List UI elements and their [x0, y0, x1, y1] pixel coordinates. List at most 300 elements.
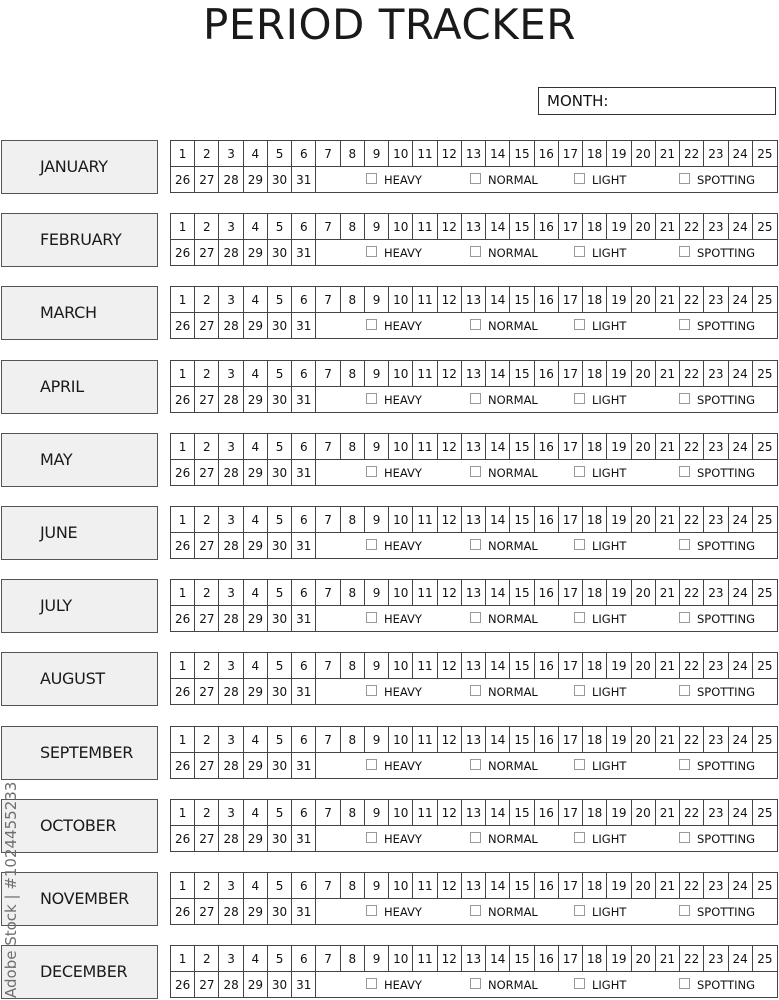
day-cell[interactable]: 29: [244, 240, 268, 266]
day-cell[interactable]: 27: [195, 167, 219, 193]
day-cell[interactable]: 22: [680, 507, 704, 533]
day-cell[interactable]: 23: [704, 727, 728, 753]
day-cell[interactable]: 19: [607, 580, 631, 606]
day-cell[interactable]: 22: [680, 434, 704, 460]
day-cell[interactable]: 10: [389, 507, 413, 533]
day-cell[interactable]: 20: [632, 287, 656, 313]
checkbox[interactable]: [574, 466, 585, 477]
day-cell[interactable]: 23: [704, 653, 728, 679]
day-cell[interactable]: 31: [292, 167, 316, 193]
day-cell[interactable]: 6: [292, 653, 316, 679]
day-cell[interactable]: 7: [316, 361, 340, 387]
day-cell[interactable]: 20: [632, 580, 656, 606]
checkbox[interactable]: [679, 685, 690, 696]
day-cell[interactable]: 26: [171, 533, 195, 559]
day-cell[interactable]: 3: [219, 653, 243, 679]
day-cell[interactable]: 13: [462, 946, 486, 972]
day-cell[interactable]: 18: [583, 946, 607, 972]
day-cell[interactable]: 22: [680, 873, 704, 899]
day-cell[interactable]: 11: [413, 653, 437, 679]
day-cell[interactable]: 22: [680, 727, 704, 753]
day-cell[interactable]: 30: [268, 240, 292, 266]
day-cell[interactable]: 18: [583, 873, 607, 899]
day-cell[interactable]: 5: [268, 507, 292, 533]
day-cell[interactable]: 18: [583, 800, 607, 826]
day-cell[interactable]: 29: [244, 899, 268, 925]
day-cell[interactable]: 23: [704, 507, 728, 533]
day-cell[interactable]: 15: [510, 873, 534, 899]
day-cell[interactable]: 25: [757, 879, 773, 893]
day-cell[interactable]: 12: [438, 141, 462, 167]
day-cell[interactable]: 25: [757, 147, 773, 161]
day-cell[interactable]: 21: [656, 287, 680, 313]
day-cell[interactable]: 29: [244, 606, 268, 632]
day-cell[interactable]: 24: [729, 653, 753, 679]
day-cell[interactable]: 6: [292, 141, 316, 167]
checkbox[interactable]: [470, 539, 481, 550]
day-cell[interactable]: 4: [244, 653, 268, 679]
day-cell[interactable]: 10: [389, 653, 413, 679]
day-cell[interactable]: 16: [535, 873, 559, 899]
day-cell[interactable]: 27: [195, 753, 219, 779]
day-cell[interactable]: 27: [195, 240, 219, 266]
day-cell[interactable]: 17: [559, 946, 583, 972]
day-cell[interactable]: 29: [244, 167, 268, 193]
day-cell[interactable]: 9: [365, 727, 389, 753]
day-cell[interactable]: 25: [757, 366, 773, 381]
checkbox[interactable]: [574, 612, 585, 623]
day-cell[interactable]: 18: [583, 141, 607, 167]
day-cell[interactable]: 3: [219, 141, 243, 167]
day-cell[interactable]: 29: [244, 753, 268, 779]
day-cell[interactable]: 1: [171, 653, 195, 679]
day-cell[interactable]: 16: [535, 434, 559, 460]
day-cell[interactable]: 21: [656, 946, 680, 972]
day-cell[interactable]: 2: [195, 361, 219, 387]
day-cell[interactable]: 3: [219, 946, 243, 972]
checkbox[interactable]: [366, 466, 377, 477]
checkbox[interactable]: [470, 246, 481, 257]
day-cell[interactable]: 17: [559, 727, 583, 753]
day-cell[interactable]: 24: [729, 361, 753, 387]
day-cell[interactable]: 1: [171, 287, 195, 313]
checkbox[interactable]: [470, 319, 481, 330]
day-cell[interactable]: 26: [171, 167, 195, 193]
day-cell[interactable]: 24: [729, 946, 753, 972]
day-cell[interactable]: 10: [389, 214, 413, 240]
day-cell[interactable]: 3: [219, 361, 243, 387]
checkbox[interactable]: [470, 612, 481, 623]
day-cell[interactable]: 11: [413, 434, 437, 460]
day-cell[interactable]: 14: [486, 141, 510, 167]
day-cell[interactable]: 29: [244, 533, 268, 559]
day-cell[interactable]: 28: [219, 899, 243, 925]
day-cell[interactable]: 24: [729, 580, 753, 606]
day-cell[interactable]: 4: [244, 141, 268, 167]
checkbox[interactable]: [574, 832, 585, 843]
day-cell[interactable]: 12: [438, 287, 462, 313]
day-cell[interactable]: 6: [292, 873, 316, 899]
checkbox[interactable]: [574, 173, 585, 184]
day-cell[interactable]: 6: [292, 507, 316, 533]
day-cell[interactable]: 2: [195, 214, 219, 240]
day-cell[interactable]: 31: [292, 899, 316, 925]
day-cell[interactable]: 15: [510, 214, 534, 240]
checkbox[interactable]: [679, 759, 690, 770]
day-cell[interactable]: 14: [486, 727, 510, 753]
day-cell[interactable]: 24: [729, 141, 753, 167]
day-cell[interactable]: 6: [292, 800, 316, 826]
day-cell[interactable]: 4: [244, 361, 268, 387]
day-cell[interactable]: 17: [559, 214, 583, 240]
day-cell[interactable]: 31: [292, 972, 316, 998]
checkbox[interactable]: [574, 685, 585, 696]
day-cell[interactable]: 31: [292, 460, 316, 486]
checkbox[interactable]: [679, 978, 690, 989]
day-cell[interactable]: 13: [462, 434, 486, 460]
checkbox[interactable]: [366, 685, 377, 696]
day-cell[interactable]: 15: [510, 800, 534, 826]
checkbox[interactable]: [366, 832, 377, 843]
day-cell[interactable]: 15: [510, 141, 534, 167]
day-cell[interactable]: 3: [219, 727, 243, 753]
day-cell[interactable]: 19: [607, 507, 631, 533]
day-cell[interactable]: 3: [219, 214, 243, 240]
checkbox[interactable]: [366, 612, 377, 623]
checkbox[interactable]: [679, 832, 690, 843]
day-cell[interactable]: 1: [171, 873, 195, 899]
checkbox[interactable]: [574, 319, 585, 330]
day-cell[interactable]: 31: [292, 826, 316, 852]
day-cell[interactable]: 25: [757, 805, 773, 820]
day-cell[interactable]: 9: [365, 653, 389, 679]
day-cell[interactable]: 7: [316, 727, 340, 753]
checkbox[interactable]: [366, 173, 377, 184]
day-cell[interactable]: 3: [219, 434, 243, 460]
day-cell[interactable]: 4: [244, 946, 268, 972]
day-cell[interactable]: 26: [171, 240, 195, 266]
day-cell[interactable]: 5: [268, 946, 292, 972]
day-cell[interactable]: 23: [704, 580, 728, 606]
day-cell[interactable]: 5: [268, 800, 292, 826]
day-cell[interactable]: 24: [729, 873, 753, 899]
day-cell[interactable]: 25: [757, 293, 773, 308]
day-cell[interactable]: 9: [365, 580, 389, 606]
day-cell[interactable]: 8: [341, 873, 365, 899]
day-cell[interactable]: 6: [292, 727, 316, 753]
day-cell[interactable]: 24: [729, 727, 753, 753]
checkbox[interactable]: [679, 612, 690, 623]
day-cell[interactable]: 2: [195, 873, 219, 899]
day-cell[interactable]: 10: [389, 287, 413, 313]
day-cell[interactable]: 5: [268, 653, 292, 679]
day-cell[interactable]: 5: [268, 287, 292, 313]
day-cell[interactable]: 11: [413, 800, 437, 826]
day-cell[interactable]: 1: [171, 434, 195, 460]
day-cell[interactable]: 27: [195, 899, 219, 925]
day-cell[interactable]: 1: [171, 361, 195, 387]
day-cell[interactable]: 20: [632, 361, 656, 387]
checkbox[interactable]: [470, 759, 481, 770]
day-cell[interactable]: 7: [316, 873, 340, 899]
day-cell[interactable]: 20: [632, 727, 656, 753]
day-cell[interactable]: 28: [219, 972, 243, 998]
day-cell[interactable]: 5: [268, 580, 292, 606]
checkbox[interactable]: [470, 905, 481, 916]
day-cell[interactable]: 21: [656, 580, 680, 606]
day-cell[interactable]: 19: [607, 434, 631, 460]
day-cell[interactable]: 4: [244, 507, 268, 533]
day-cell[interactable]: 11: [413, 361, 437, 387]
day-cell[interactable]: 29: [244, 313, 268, 339]
day-cell[interactable]: 7: [316, 141, 340, 167]
day-cell[interactable]: 24: [729, 800, 753, 826]
day-cell[interactable]: 13: [462, 214, 486, 240]
day-cell[interactable]: 29: [244, 679, 268, 705]
checkbox[interactable]: [470, 685, 481, 696]
day-cell[interactable]: 6: [292, 580, 316, 606]
day-cell[interactable]: 21: [656, 653, 680, 679]
day-cell[interactable]: 24: [729, 287, 753, 313]
day-cell[interactable]: 4: [244, 434, 268, 460]
day-cell[interactable]: 25: [757, 439, 773, 454]
day-cell[interactable]: 3: [219, 287, 243, 313]
day-cell[interactable]: 4: [244, 580, 268, 606]
day-cell[interactable]: 1: [171, 946, 195, 972]
day-cell[interactable]: 11: [413, 507, 437, 533]
day-cell[interactable]: 25: [757, 952, 773, 967]
day-cell[interactable]: 31: [292, 240, 316, 266]
day-cell[interactable]: 22: [680, 214, 704, 240]
checkbox[interactable]: [470, 466, 481, 477]
day-cell[interactable]: 28: [219, 387, 243, 413]
day-cell[interactable]: 1: [171, 800, 195, 826]
day-cell[interactable]: 14: [486, 507, 510, 533]
day-cell[interactable]: 7: [316, 653, 340, 679]
day-cell[interactable]: 30: [268, 167, 292, 193]
day-cell[interactable]: 28: [219, 606, 243, 632]
day-cell[interactable]: 6: [292, 946, 316, 972]
checkbox[interactable]: [574, 393, 585, 404]
checkbox[interactable]: [470, 393, 481, 404]
day-cell[interactable]: 13: [462, 873, 486, 899]
day-cell[interactable]: 22: [680, 800, 704, 826]
day-cell[interactable]: 24: [729, 214, 753, 240]
day-cell[interactable]: 14: [486, 946, 510, 972]
day-cell[interactable]: 6: [292, 287, 316, 313]
day-cell[interactable]: 20: [632, 800, 656, 826]
checkbox[interactable]: [574, 905, 585, 916]
day-cell[interactable]: 10: [389, 434, 413, 460]
day-cell[interactable]: 17: [559, 800, 583, 826]
day-cell[interactable]: 9: [365, 214, 389, 240]
day-cell[interactable]: 22: [680, 287, 704, 313]
checkbox[interactable]: [679, 173, 690, 184]
day-cell[interactable]: 28: [219, 826, 243, 852]
day-cell[interactable]: 31: [292, 387, 316, 413]
day-cell[interactable]: 31: [292, 313, 316, 339]
checkbox[interactable]: [679, 319, 690, 330]
day-cell[interactable]: 17: [559, 873, 583, 899]
day-cell[interactable]: 13: [462, 800, 486, 826]
day-cell[interactable]: 25: [757, 586, 773, 601]
day-cell[interactable]: 14: [486, 434, 510, 460]
day-cell[interactable]: 4: [244, 800, 268, 826]
day-cell[interactable]: 22: [680, 580, 704, 606]
day-cell[interactable]: 7: [316, 214, 340, 240]
checkbox[interactable]: [574, 539, 585, 550]
day-cell[interactable]: 22: [680, 361, 704, 387]
day-cell[interactable]: 8: [341, 727, 365, 753]
day-cell[interactable]: 19: [607, 873, 631, 899]
day-cell[interactable]: 17: [559, 287, 583, 313]
day-cell[interactable]: 24: [729, 507, 753, 533]
day-cell[interactable]: 23: [704, 873, 728, 899]
day-cell[interactable]: 5: [268, 873, 292, 899]
day-cell[interactable]: 3: [219, 507, 243, 533]
day-cell[interactable]: 16: [535, 800, 559, 826]
day-cell[interactable]: 21: [656, 800, 680, 826]
day-cell[interactable]: 30: [268, 972, 292, 998]
day-cell[interactable]: 15: [510, 727, 534, 753]
day-cell[interactable]: 15: [510, 580, 534, 606]
day-cell[interactable]: 2: [195, 946, 219, 972]
day-cell[interactable]: 28: [219, 240, 243, 266]
day-cell[interactable]: 10: [389, 361, 413, 387]
day-cell[interactable]: 26: [171, 606, 195, 632]
day-cell[interactable]: 10: [389, 141, 413, 167]
day-cell[interactable]: 15: [510, 653, 534, 679]
day-cell[interactable]: 8: [341, 507, 365, 533]
day-cell[interactable]: 9: [365, 946, 389, 972]
day-cell[interactable]: 31: [292, 679, 316, 705]
day-cell[interactable]: 5: [268, 214, 292, 240]
day-cell[interactable]: 30: [268, 899, 292, 925]
checkbox[interactable]: [679, 246, 690, 257]
checkbox[interactable]: [366, 539, 377, 550]
day-cell[interactable]: 12: [438, 214, 462, 240]
day-cell[interactable]: 18: [583, 580, 607, 606]
day-cell[interactable]: 5: [268, 141, 292, 167]
day-cell[interactable]: 7: [316, 580, 340, 606]
day-cell[interactable]: 13: [462, 653, 486, 679]
day-cell[interactable]: 12: [438, 507, 462, 533]
day-cell[interactable]: 27: [195, 313, 219, 339]
day-cell[interactable]: 1: [171, 214, 195, 240]
day-cell[interactable]: 11: [413, 946, 437, 972]
day-cell[interactable]: 7: [316, 507, 340, 533]
day-cell[interactable]: 30: [268, 387, 292, 413]
checkbox[interactable]: [679, 393, 690, 404]
day-cell[interactable]: 23: [704, 214, 728, 240]
day-cell[interactable]: 19: [607, 214, 631, 240]
day-cell[interactable]: 18: [583, 653, 607, 679]
day-cell[interactable]: 17: [559, 434, 583, 460]
day-cell[interactable]: 1: [171, 727, 195, 753]
day-cell[interactable]: 22: [680, 141, 704, 167]
day-cell[interactable]: 2: [195, 141, 219, 167]
day-cell[interactable]: 11: [413, 727, 437, 753]
day-cell[interactable]: 8: [341, 141, 365, 167]
day-cell[interactable]: 19: [607, 800, 631, 826]
day-cell[interactable]: 20: [632, 141, 656, 167]
day-cell[interactable]: 18: [583, 507, 607, 533]
day-cell[interactable]: 13: [462, 580, 486, 606]
day-cell[interactable]: 5: [268, 361, 292, 387]
day-cell[interactable]: 14: [486, 361, 510, 387]
day-cell[interactable]: 9: [365, 361, 389, 387]
day-cell[interactable]: 4: [244, 287, 268, 313]
day-cell[interactable]: 26: [171, 313, 195, 339]
checkbox[interactable]: [366, 759, 377, 770]
day-cell[interactable]: 7: [316, 287, 340, 313]
day-cell[interactable]: 8: [341, 580, 365, 606]
day-cell[interactable]: 3: [219, 800, 243, 826]
month-field[interactable]: [538, 87, 776, 115]
day-cell[interactable]: 10: [389, 873, 413, 899]
checkbox[interactable]: [574, 246, 585, 257]
day-cell[interactable]: 21: [656, 361, 680, 387]
checkbox[interactable]: [470, 173, 481, 184]
day-cell[interactable]: 23: [704, 946, 728, 972]
day-cell[interactable]: 14: [486, 800, 510, 826]
day-cell[interactable]: 13: [462, 287, 486, 313]
day-cell[interactable]: 12: [438, 653, 462, 679]
day-cell[interactable]: 17: [559, 580, 583, 606]
day-cell[interactable]: 9: [365, 507, 389, 533]
day-cell[interactable]: 2: [195, 727, 219, 753]
day-cell[interactable]: 2: [195, 507, 219, 533]
day-cell[interactable]: 26: [171, 753, 195, 779]
day-cell[interactable]: 30: [268, 826, 292, 852]
day-cell[interactable]: 16: [535, 946, 559, 972]
day-cell[interactable]: 14: [486, 287, 510, 313]
day-cell[interactable]: 16: [535, 653, 559, 679]
day-cell[interactable]: 8: [341, 800, 365, 826]
day-cell[interactable]: 22: [680, 946, 704, 972]
day-cell[interactable]: 4: [244, 873, 268, 899]
day-cell[interactable]: 6: [292, 214, 316, 240]
day-cell[interactable]: 28: [219, 533, 243, 559]
day-cell[interactable]: 30: [268, 753, 292, 779]
day-cell[interactable]: 18: [583, 214, 607, 240]
day-cell[interactable]: 4: [244, 727, 268, 753]
day-cell[interactable]: 12: [438, 800, 462, 826]
checkbox[interactable]: [470, 978, 481, 989]
day-cell[interactable]: 8: [341, 287, 365, 313]
day-cell[interactable]: 30: [268, 606, 292, 632]
day-cell[interactable]: 8: [341, 946, 365, 972]
day-cell[interactable]: 12: [438, 580, 462, 606]
checkbox[interactable]: [366, 319, 377, 330]
day-cell[interactable]: 2: [195, 800, 219, 826]
day-cell[interactable]: 15: [510, 434, 534, 460]
day-cell[interactable]: 25: [757, 220, 773, 235]
day-cell[interactable]: 27: [195, 533, 219, 559]
day-cell[interactable]: 26: [171, 972, 195, 998]
day-cell[interactable]: 6: [292, 361, 316, 387]
day-cell[interactable]: 10: [389, 946, 413, 972]
day-cell[interactable]: 9: [365, 873, 389, 899]
day-cell[interactable]: 2: [195, 434, 219, 460]
day-cell[interactable]: 9: [365, 800, 389, 826]
day-cell[interactable]: 8: [341, 653, 365, 679]
day-cell[interactable]: 20: [632, 653, 656, 679]
day-cell[interactable]: 10: [389, 800, 413, 826]
day-cell[interactable]: 16: [535, 507, 559, 533]
day-cell[interactable]: 28: [219, 167, 243, 193]
day-cell[interactable]: 1: [171, 580, 195, 606]
